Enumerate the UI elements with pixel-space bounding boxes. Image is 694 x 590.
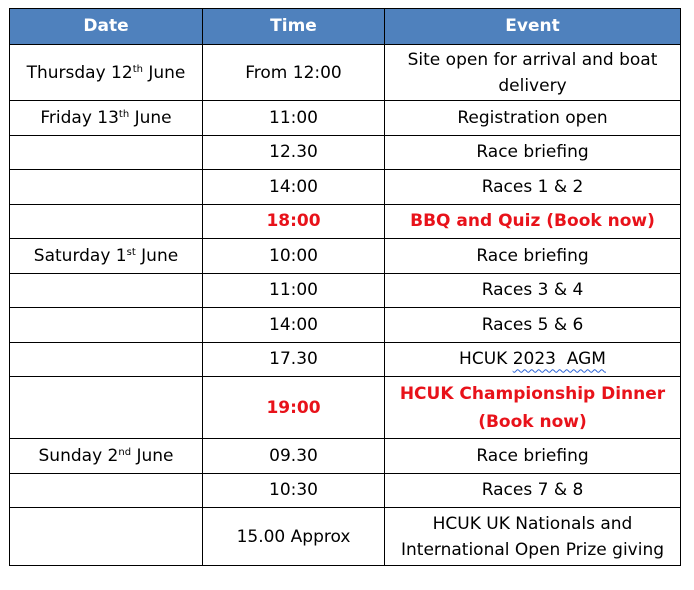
table-row [10, 45, 681, 101]
time-cell: 12.30 [203, 135, 385, 170]
date-cell: Saturday 1st June [10, 239, 203, 274]
table-row [10, 170, 681, 205]
event-cell: Races 3 & 4 [385, 273, 681, 308]
time-cell: 11:00 [203, 273, 385, 308]
event-cell: Registration open [385, 101, 681, 136]
table-row [10, 342, 681, 377]
table-row [10, 239, 681, 274]
event-cell: HCUK 2023 AGM [385, 342, 681, 377]
date-cell [10, 170, 203, 205]
time-cell: 19:00 [203, 377, 385, 439]
table-row [10, 204, 681, 239]
date-cell [10, 273, 203, 308]
time-cell: 09.30 [203, 439, 385, 474]
event-cell: HCUK Championship Dinner (Book now) [385, 377, 681, 439]
schedule-table [9, 8, 681, 566]
date-cell [10, 135, 203, 170]
table-row [10, 439, 681, 474]
date-cell [10, 204, 203, 239]
time-cell: 10:30 [203, 473, 385, 508]
event-cell: BBQ and Quiz (Book now) [385, 204, 681, 239]
table-row [10, 135, 681, 170]
date-cell: Friday 13th June [10, 101, 203, 136]
event-cell: Races 5 & 6 [385, 308, 681, 343]
event-cell: Race briefing [385, 135, 681, 170]
spellcheck-underlined-text: 2023 AGM [512, 349, 606, 370]
table-row [10, 101, 681, 136]
time-cell: 10:00 [203, 239, 385, 274]
event-cell: Site open for arrival and boat delivery [385, 45, 681, 101]
time-cell: From 12:00 [203, 45, 385, 101]
header-row [10, 9, 681, 45]
event-cell: Races 7 & 8 [385, 473, 681, 508]
time-cell: 11:00 [203, 101, 385, 136]
date-cell [10, 508, 203, 566]
date-cell [10, 342, 203, 377]
table-row [10, 308, 681, 343]
table-row [10, 508, 681, 566]
header-date: Date [10, 9, 203, 45]
header-event: Event [385, 9, 681, 45]
date-cell: Thursday 12th June [10, 45, 203, 101]
header-time: Time [203, 9, 385, 45]
table-row [10, 273, 681, 308]
event-cell: Race briefing [385, 439, 681, 474]
event-cell: Races 1 & 2 [385, 170, 681, 205]
time-cell: 14:00 [203, 170, 385, 205]
date-cell: Sunday 2nd June [10, 439, 203, 474]
event-cell: Race briefing [385, 239, 681, 274]
time-cell: 14:00 [203, 308, 385, 343]
table-row [10, 377, 681, 439]
table-row [10, 473, 681, 508]
time-cell: 15.00 Approx [203, 508, 385, 566]
date-cell [10, 308, 203, 343]
event-cell: HCUK UK Nationals and International Open Prize giving [385, 508, 681, 566]
date-cell [10, 377, 203, 439]
time-cell: 18:00 [203, 204, 385, 239]
date-cell [10, 473, 203, 508]
time-cell: 17.30 [203, 342, 385, 377]
